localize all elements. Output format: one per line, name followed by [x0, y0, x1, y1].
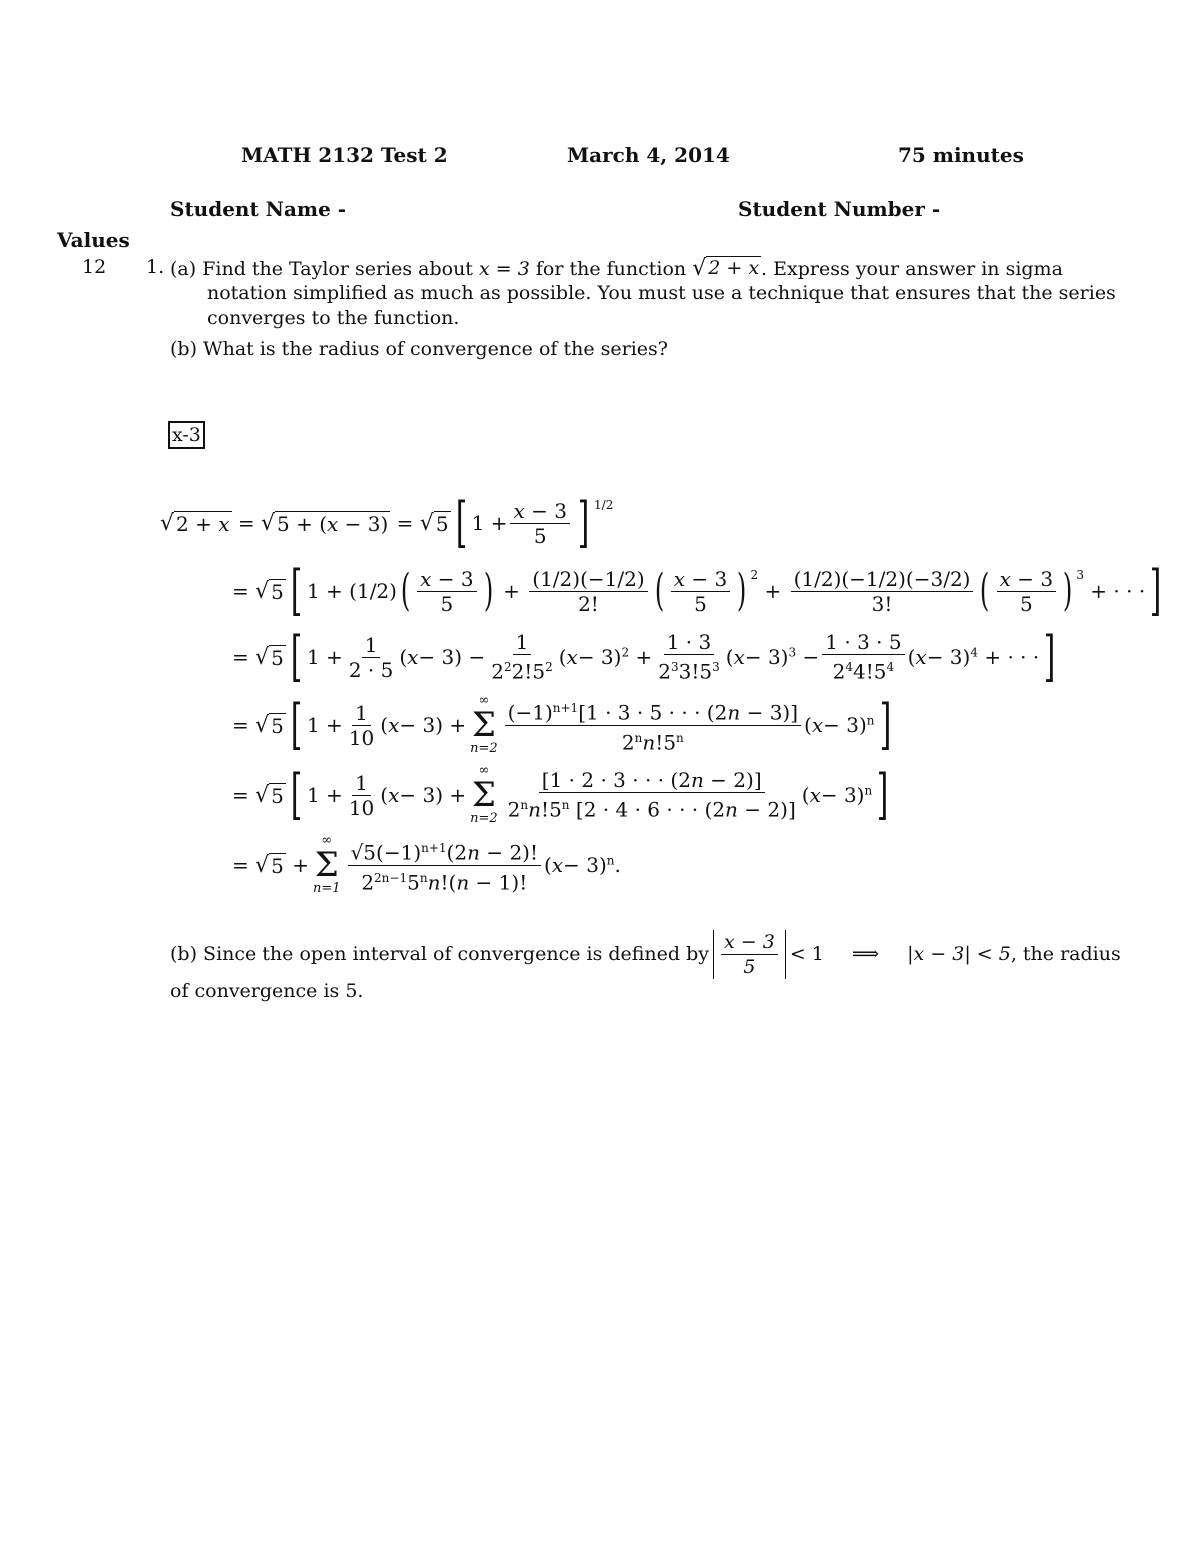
solution-part-b-text-2: , the radius [1010, 943, 1121, 965]
part-a-text-3: . Express your answer in sigma [761, 258, 1063, 280]
part-b-text: What is the radius of convergence of the series? [203, 338, 668, 360]
question-part-a-line-3: converges to the function. [207, 307, 460, 329]
solution-line-5: = √ 5 [ 1 + $\frac{1}{10}$ ( x − 3) + ∞ Σ n=2 $\frac{[1 \cdot 2 \cdot 3 \cdot \cdot \cdot (2n - 2)]}{2^nn!5^n [2 \cdot 4 \cdot 6 \cdot \cdot \cdot (2n - 2)]}$ ( x − 3)$^n$ ] [232, 763, 889, 826]
solution-part-b-frac-den: 5 [743, 955, 756, 978]
solution-part-b-ineq: < 1 [789, 943, 824, 965]
question-part-b [170, 338, 668, 360]
solution-part-b-implies: ⟹ [851, 943, 880, 965]
solution-part-b-abs [713, 930, 786, 979]
part-a-text-2: for the function [535, 258, 687, 280]
part-a-math-2: 2 + x [708, 257, 760, 279]
solution-part-b-label: (b) [170, 943, 197, 965]
solution-part-b-line-1 [170, 926, 1121, 982]
solution-part-b-text-1: Since the open interval of convergence is defined by [203, 943, 710, 965]
student-number-label: Student Number - [738, 197, 941, 221]
question-number: 1. [146, 256, 165, 278]
values-label: Values [57, 228, 130, 252]
part-a-sqrt: √ 2 + x [692, 256, 760, 281]
test-date: March 4, 2014 [567, 143, 730, 167]
question-part-a-line-1 [170, 256, 1063, 281]
solution-line-2: = √ 5 [ 1 + (1/2) ( $\frac{x - 3}{5}$ ) + $\frac{(1/2)(-1/2)}{2!}$ ( $\frac{x - 3}{5}$ ) $^2$ + $\frac{(1/2)(-1/2)(-3/2)}{3!}$ ( $\frac{x - 3}{5}$ ) $^3$ + · · · ] [232, 559, 1162, 622]
solution-line-3: = √ 5 [ 1 + $\frac{1}{2 \cdot 5}$ ( x − 3) − $\frac{1}{2^22!5^2}$ ( x − 3)$^2$ + $\frac{1 \cdot 3}{2^33!5^3}$ ( x − 3)$^3$ − $\frac{1 \cdot 3 \cdot 5}{2^44!5^4}$ ( x − 3)$^4$ + · · · ] [232, 625, 1056, 688]
solution-line-6: = √ 5 + ∞ Σ n=1 $\frac{√5(-1)^{n+1}(2n - 2)!}{2^{2n-1}5^nn!(n - 1)!}$ ( x − 3)$^n$. [232, 833, 621, 896]
question-points: 12 [82, 256, 107, 278]
part-a-label: (a) [170, 258, 197, 280]
solution-block [160, 480, 1162, 900]
course-title: MATH 2132 Test 2 [241, 143, 448, 167]
part-b-label: (b) [170, 338, 197, 360]
answer-key-stamp: x-3 [168, 421, 205, 449]
question-part-a-line-2: notation simplified as much as possible. You must use a technique that ensures that the series [207, 282, 1116, 304]
solution-part-b-line-2: of convergence is 5. [170, 980, 364, 1002]
solution-part-b-math-2: |x − 3| < 5 [907, 943, 1011, 965]
part-a-math-1: x = 3 [479, 258, 530, 280]
student-name-label: Student Name - [170, 197, 347, 221]
test-duration: 75 minutes [898, 143, 1024, 167]
part-a-text-1: Find the Taylor series about [202, 258, 473, 280]
solution-line-4: = √ 5 [ 1 + $\frac{1}{10}$ ( x − 3) + ∞ Σ n=2 $\frac{(-1)^{n+1}[1 \cdot 3 \cdot 5 \cdot \cdot \cdot (2n - 3)]}{2^nn!5^n}$ ( x − 3)$^n$ ] [232, 693, 891, 756]
solution-line-1: √ 2 + x = √ 5 + (x − 3) = √ 5 [ 1 + $\frac{x - 3}{5}$ ] $^{1/2}$ [160, 491, 614, 554]
solution-part-b-frac-num: x − 3 [721, 930, 778, 955]
